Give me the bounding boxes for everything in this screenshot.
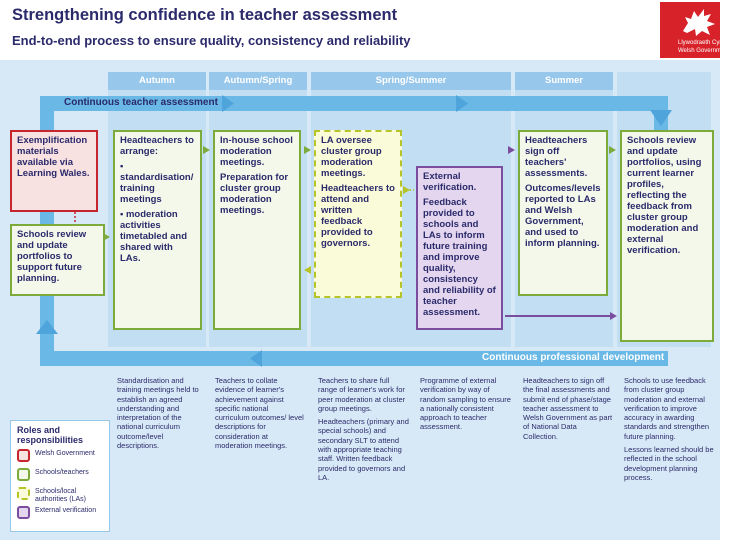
legend — [10, 420, 110, 532]
bullet-moderation: • moderation activities timetabled and shared with LAs. — [120, 209, 188, 264]
description-spring-summer-a — [318, 376, 410, 486]
column-header-autumn: Autumn — [108, 72, 206, 90]
description-autumn-spring-text: Teachers to collate evidence of learner's achievement against specific national curriculum outcomes/ level descriptions for consideration at moderation meetings. — [215, 376, 304, 451]
box-schools-review-right-text: Schools review and update portfolios, using current learner profiles, reflecting the feedback from cluster group moderation and external verification. — [627, 135, 702, 256]
legend-label: External verification — [35, 507, 97, 514]
description-headteachers-text: Headteachers (primary and special schools) and secondary SLT to attend with appropriate teaching staff. Written feedback provided to governors and LA. — [318, 417, 409, 482]
legend-item-schools-teachers — [17, 468, 103, 487]
column-header-autumn-spring: Autumn/Spring — [209, 72, 307, 90]
connector-lines — [75, 190, 617, 320]
box-outcomes-text: Outcomes/levels reported to LAs and Welsh Government, and used to inform planning. — [525, 183, 601, 249]
legend-swatch-purple — [17, 506, 30, 519]
continuous-cpd-label: Continuous professional development — [482, 352, 665, 363]
page-title: Strengthening confidence in teacher assessment — [12, 6, 398, 24]
logo-text-english: Welsh Government — [678, 48, 730, 54]
description-autumn — [117, 376, 205, 454]
box-connectors — [103, 146, 616, 274]
box-preparation-text: Preparation for cluster group moderation meetings. — [220, 172, 289, 216]
legend-swatch-green — [17, 468, 30, 481]
box-signoff-text: Headteachers sign off teachers' assessments. — [525, 135, 588, 179]
box-feedback-text: Feedback provided to schools and LAs to inform future training and improve quality, consistency and reliability of teacher assessment. — [423, 197, 496, 318]
logo-text-welsh: Llywodraeth Cymru — [678, 40, 730, 46]
description-autumn-spring — [215, 376, 305, 454]
bullet-standardisation: • standardisation/ training meetings — [120, 161, 194, 205]
legend-label: Schools/local authorities (LAs) — [35, 488, 86, 503]
box-schools-review-left-text: Schools review and update portfolios to support future planning. — [17, 229, 87, 284]
description-spring-summer-b — [420, 376, 512, 436]
description-final — [624, 376, 714, 486]
box-headteachers-attend-text: Headteachers to attend and written feedback provided to governors. — [321, 183, 395, 249]
legend-swatch-yellow — [17, 487, 30, 500]
continuous-assessment-label: Continuous teacher assessment — [64, 97, 218, 108]
bar-arrowheads — [36, 95, 672, 367]
box-external-verification-text: External verification. — [423, 171, 477, 193]
page-subtitle: End-to-end process to ensure quality, consistency and reliability — [12, 33, 411, 48]
box-la-oversee-text: LA oversee cluster group moderation meetings. — [321, 135, 382, 179]
description-cluster-text: Teachers to share full range of learner's work for peer moderation at cluster group meetings. — [318, 376, 406, 413]
legend-title: Roles and responsibilities — [17, 425, 84, 445]
legend-label: Welsh Government — [35, 450, 95, 457]
description-autumn-text: Standardisation and training meetings held to establish an agreed understanding and interpretation of the national curriculum outcome/level descriptions. — [117, 376, 199, 451]
legend-item-welsh-government — [17, 449, 103, 468]
legend-label: Schools/teachers — [35, 469, 89, 476]
box-inhouse-text: In-house school moderation meetings. — [220, 135, 293, 168]
legend-item-external-verification — [17, 506, 103, 525]
column-header-summer: Summer — [515, 72, 613, 90]
box-headteachers-arrange-text: Headteachers to arrange: — [120, 135, 194, 157]
column-header-spring-summer: Spring/Summer — [311, 72, 511, 90]
description-summer-text: Headteachers to sign off the final assessments and submit end of phase/stage teacher assessment to Welsh Government as part of National Data Collection. — [523, 376, 613, 441]
description-summer — [523, 376, 613, 445]
legend-item-schools-las — [17, 487, 103, 506]
legend-swatch-red — [17, 449, 30, 462]
box-exemplification-text: Exemplification materials available via Learning Wales. — [17, 135, 90, 179]
description-external-text: Programme of external verification by way of random sampling to ensure a nationally consistent approach to teacher assessment. — [420, 376, 511, 432]
description-lessons-text: Lessons learned should be reflected in the school development planning process. — [624, 445, 714, 482]
description-feedback-text: Schools to use feedback from cluster group moderation and external verification to improve accuracy in awarding standards and strengthen future planning. — [624, 376, 710, 441]
